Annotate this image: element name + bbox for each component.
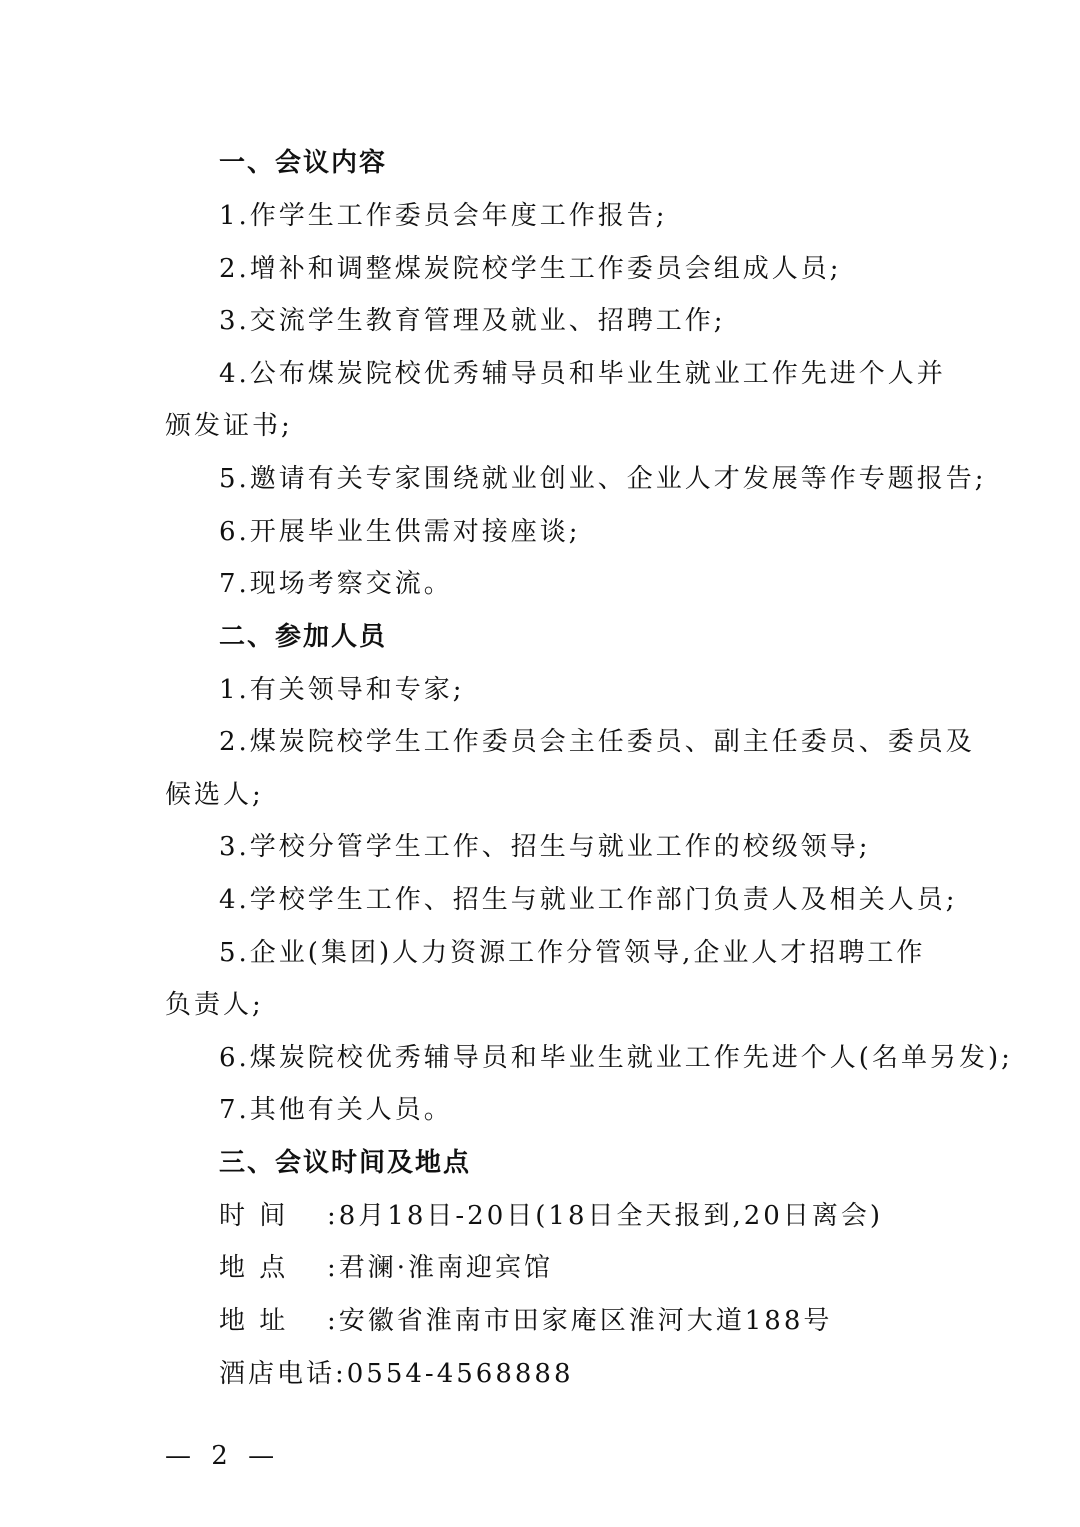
list-item: 4.学校学生工作、招生与就业工作部门负责人及相关人员; <box>219 885 958 915</box>
list-item: 7.现场考察交流。 <box>219 569 453 599</box>
address-label: 地 址 <box>219 1306 289 1336</box>
list-item-continuation: 候选人; <box>165 780 264 810</box>
list-item: 1.有关领导和专家; <box>219 675 465 705</box>
page-number: — 2 — <box>165 1441 281 1471</box>
section-heading-participants: 二、参加人员 <box>219 622 388 652</box>
list-item-continuation: 颁发证书; <box>165 411 293 441</box>
hotel-phone-label: 酒店电话: <box>219 1359 347 1389</box>
meeting-place-row <box>219 1248 917 1288</box>
place-separator: : <box>327 1253 339 1283</box>
address-value: 安徽省淮南市田家庵区淮河大道188号 <box>338 1306 833 1336</box>
list-item-continuation: 负责人; <box>165 990 264 1020</box>
section-heading-meeting-content: 一、会议内容 <box>219 148 388 178</box>
time-value: 8月18日-20日(18日全天报到,20日离会) <box>338 1201 883 1231</box>
list-item: 2.煤炭院校学生工作委员会主任委员、副主任委员、委员及 <box>219 727 975 757</box>
list-item: 3.学校分管学生工作、招生与就业工作的校级领导; <box>219 832 871 862</box>
meeting-time-row <box>219 1196 917 1236</box>
meeting-address-row <box>219 1301 917 1341</box>
hotel-phone-row <box>219 1354 917 1394</box>
list-item: 5.邀请有关专家围绕就业创业、企业人才发展等作专题报告; <box>219 464 987 494</box>
place-label: 地 点 <box>219 1253 289 1283</box>
address-separator: : <box>327 1306 339 1336</box>
list-item: 1.作学生工作委员会年度工作报告; <box>219 201 668 231</box>
list-item: 7.其他有关人员。 <box>219 1095 453 1125</box>
list-item: 6.开展毕业生供需对接座谈; <box>219 517 581 547</box>
hotel-phone-value: 0554-4568888 <box>346 1359 574 1389</box>
list-item: 4.公布煤炭院校优秀辅导员和毕业生就业工作先进个人并 <box>219 359 946 389</box>
list-item: 3.交流学生教育管理及就业、招聘工作; <box>219 306 726 336</box>
list-item: 6.煤炭院校优秀辅导员和毕业生就业工作先进个人(名单另发); <box>219 1043 1013 1073</box>
time-separator: : <box>327 1201 339 1231</box>
list-item: 2.增补和调整煤炭院校学生工作委员会组成人员; <box>219 254 842 284</box>
list-item: 5.企业(集团)人力资源工作分管领导,企业人才招聘工作 <box>219 938 926 968</box>
place-value: 君澜·淮南迎宾馆 <box>338 1253 554 1283</box>
section-heading-time-and-place: 三、会议时间及地点 <box>219 1148 472 1178</box>
time-label: 时 间 <box>219 1201 289 1231</box>
